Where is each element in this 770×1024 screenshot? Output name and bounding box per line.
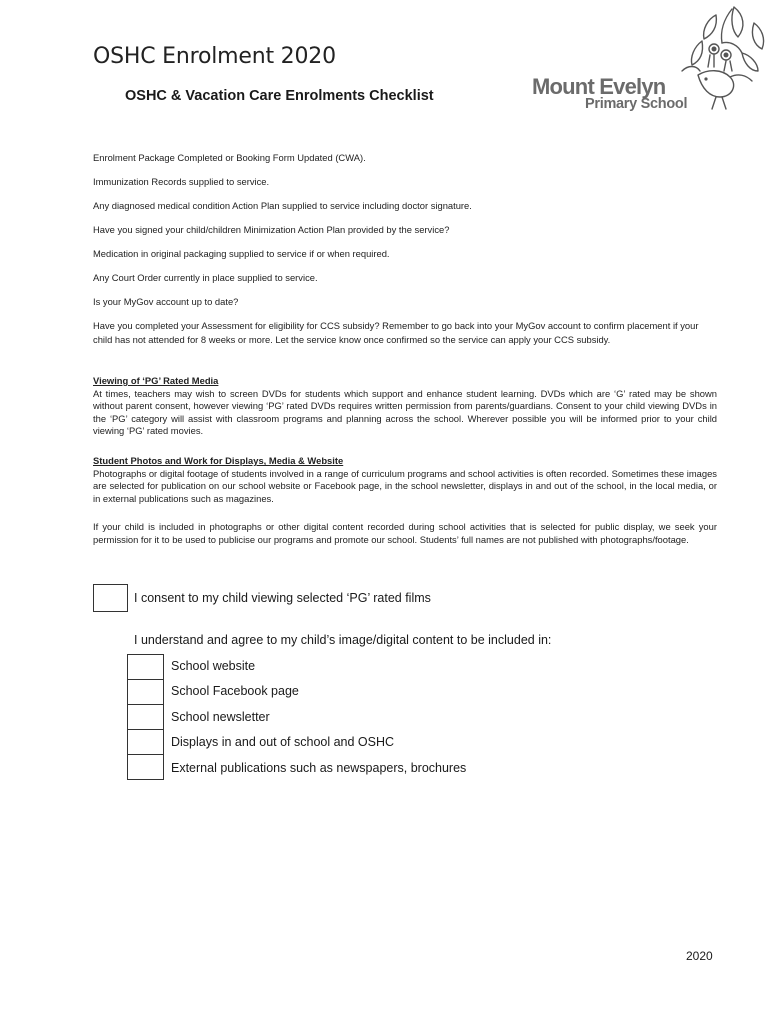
school-website-checkbox[interactable] <box>127 654 164 680</box>
external-publications-label: External publications such as newspapers, brochures <box>171 761 467 775</box>
page-title: OSHC Enrolment 2020 <box>93 44 336 69</box>
school-logo <box>532 5 768 115</box>
logo-school-name: Mount Evelyn <box>532 74 666 99</box>
enrolment-checklist <box>93 151 718 357</box>
logo-school-type: Primary School <box>585 96 688 112</box>
media-section-heading: Viewing of ‘PG’ Rated Media <box>93 375 219 386</box>
checklist-item: Have you completed your Assessment for eligibility for CCS subsidy? Remember to go back into your MyGov account to confirm placement if your child has not attended for 8 weeks or more. Let the service know once confirmed so the service can apply your CCS subsidy. <box>93 320 699 345</box>
checklist-item: Enrolment Package Completed or Booking Form Updated (CWA). <box>93 152 366 163</box>
school-facebook-label: School Facebook page <box>171 684 299 698</box>
photos-section-heading: Student Photos and Work for Displays, Media & Website <box>93 455 344 466</box>
photos-section <box>93 455 717 505</box>
displays-checkbox[interactable] <box>127 729 164 755</box>
checklist-item: Any Court Order currently in place supplied to service. <box>93 272 318 283</box>
checklist-item: Medication in original packaging supplied to service if or when required. <box>93 248 390 259</box>
image-consent-intro: I understand and agree to my child’s image/digital content to be included in: <box>134 633 552 647</box>
external-publications-checkbox[interactable] <box>127 754 164 780</box>
page-subtitle: OSHC & Vacation Care Enrolments Checklist <box>125 88 434 104</box>
pg-consent-checkbox[interactable] <box>93 584 128 612</box>
checklist-item: Is your MyGov account up to date? <box>93 296 239 307</box>
school-facebook-checkbox[interactable] <box>127 679 164 705</box>
checklist-item: Immunization Records supplied to service. <box>93 176 270 187</box>
pg-consent-label: I consent to my child viewing selected ‘PG’ rated films <box>134 591 431 605</box>
photos-permission-body: If your child is included in photographs or other digital content recorded during school activities that is selected for public display, we seek your permission for it to be used to publicise our programs and promote our school. Students’ full names are not published with photographs/footage. <box>93 521 717 545</box>
school-newsletter-checkbox[interactable] <box>127 704 164 730</box>
media-section <box>93 375 717 438</box>
displays-label: Displays in and out of school and OSHC <box>171 735 395 749</box>
footer-year: 2020 <box>686 949 713 963</box>
school-newsletter-label: School newsletter <box>171 710 270 724</box>
photos-section-body: Photographs or digital footage of students involved in a range of curriculum programs and school activities is often recorded. Sometimes these images are selected for publication on our school website or Facebook page, in the school newsletter, displays in and out of the school, in the local media, or in external publications such as magazines. <box>93 467 717 504</box>
media-section-body: At times, teachers may wish to screen DVDs for students which support and enhance student learning. DVDs which are ‘G’ rated may be shown without parent consent, however viewing ‘PG’ rated DVDs requires written permission from parents/guardians. Consent to your child viewing DVDs in the ‘PG’ category will assist with classroom programs and planning across the school. Wherever possible you will be informed prior to your child viewing ‘PG’ rated movies. <box>93 387 717 437</box>
checklist-item: Any diagnosed medical condition Action Plan supplied to service including doctor signature. <box>93 200 472 211</box>
school-website-label: School website <box>171 659 256 673</box>
photos-section-permission <box>93 521 717 546</box>
checklist-item: Have you signed your child/children Minimization Action Plan provided by the service? <box>93 224 450 235</box>
